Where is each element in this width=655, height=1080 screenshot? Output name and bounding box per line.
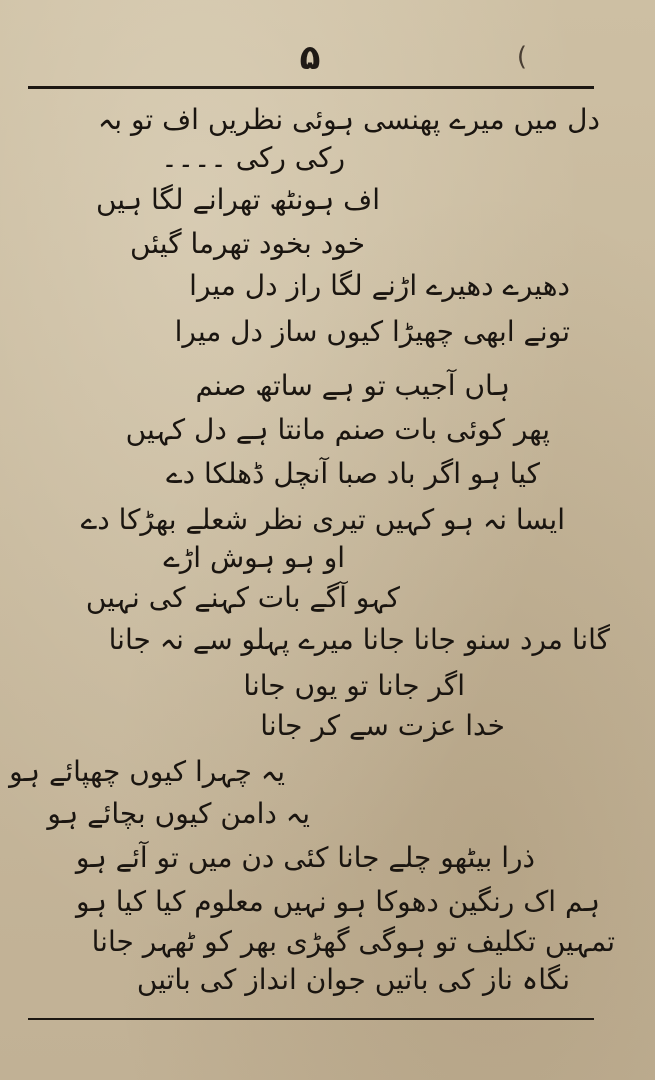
verse-line: رکی رکی ۔۔۔۔ — [161, 141, 345, 174]
verse-line: او ہو ہوش اڑے — [163, 541, 345, 574]
verse-line: یہ چہرا کیوں چھپائے ہو — [9, 755, 285, 788]
verse-line: تمہیں تکلیف تو ہوگی گھڑی بھر کو ٹھہر جانا — [91, 925, 615, 958]
verse-line: گانا مرد سنو جانا جانا میرے پہلو سے نہ جانا — [108, 623, 610, 656]
verse-line: خود بخود تھرما گیئں — [130, 227, 365, 260]
verse-line: کہو آگے بات کہنے کی نہیں — [85, 581, 400, 614]
verse-line: اف ہونٹھ تھرانے لگا ہیں — [95, 183, 380, 216]
verse-line: خدا عزت سے کر جانا — [260, 709, 505, 742]
verse-line: دھیرے دھیرے اڑنے لگا راز دل میرا — [189, 269, 570, 302]
verse-line: نگاہ ناز کی باتیں جوان انداز کی باتیں — [136, 963, 570, 996]
verse-line: تونے ابھی چھیڑا کیوں ساز دل میرا — [174, 315, 570, 348]
verse-block — [0, 100, 655, 1005]
verse-line: اگر جانا تو یوں جانا — [243, 669, 465, 702]
verse-line: یہ دامن کیوں بچائے ہو — [47, 797, 310, 830]
bottom-rule — [28, 1018, 594, 1020]
verse-line: پھر کوئی بات صنم مانتا ہے دل کہیں — [125, 413, 550, 446]
verse-line: ایسا نہ ہو کہیں تیری نظر شعلے بھڑکا دے — [80, 503, 565, 536]
top-rule — [28, 86, 594, 89]
verse-line: کیا ہو اگر باد صبا آنچل ڈھلکا دے — [166, 457, 540, 490]
verse-line: ہاں آجیب تو ہے ساتھ صنم — [195, 369, 510, 402]
corner-mark: ( — [516, 42, 528, 72]
page-number: ۵ — [299, 38, 321, 78]
verse-line: ذرا بیٹھو چلے جانا کئی دن میں تو آئے ہو — [75, 841, 535, 874]
verse-line: ہم اک رنگین دھوکا ہو نہیں معلوم کیا کیا ہو — [76, 885, 600, 918]
verse-line: دل میں میرے پھنسی ہوئی نظریں اف تو بہ — [97, 103, 600, 136]
